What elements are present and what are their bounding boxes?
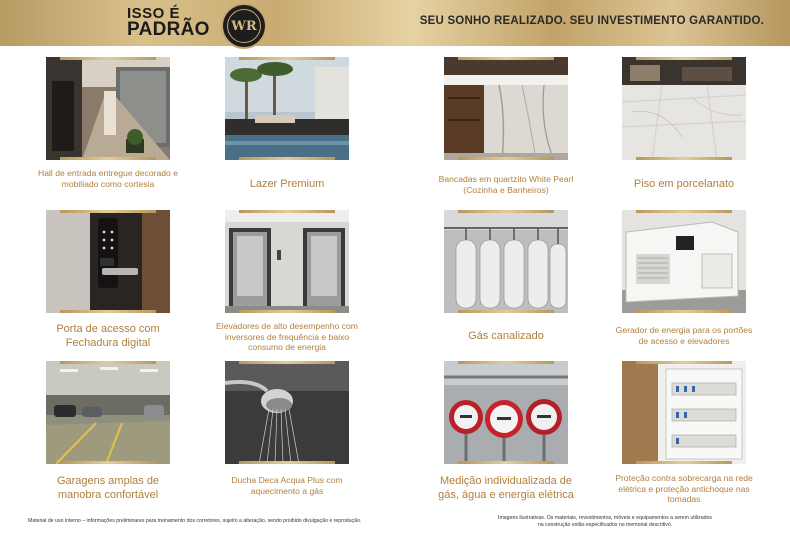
porcelain-floor-photo <box>622 57 746 160</box>
title-line-2: PADRÃO <box>127 19 210 40</box>
footer-right-line-2: na construção estão especificados no memorial descritivo. <box>537 521 673 528</box>
feature-caption: Proteção contra sobrecarga na rede elétrica e proteção antichoque nas tomadas <box>615 473 753 505</box>
feature-caption: Ducha Deca Acqua Plus com aquecimento a gás <box>231 475 343 496</box>
gas-cylinders-photo <box>444 210 568 313</box>
feature-caption: Bancadas em quartzito White Pearl (Cozinha e Banheiros) <box>438 174 574 195</box>
tagline: SEU SONHO REALIZADO. SEU INVESTIMENTO GARANTIDO. <box>419 15 764 27</box>
feature-caption: Elevadores de alto desempenho com inversores de frequência e baixo consumo de energia <box>216 321 358 353</box>
feature-caption: Gerador de energia para os portões de acesso e elevadores <box>615 325 753 346</box>
generator-photo <box>622 210 746 313</box>
feature-caption: Garagens amplas de manobra confortável <box>56 475 160 501</box>
feature-card-piso <box>622 57 746 190</box>
feature-caption: Porta de acesso com Fechadura digital <box>56 323 160 349</box>
feature-card-elevadores <box>216 210 358 353</box>
feature-card-porta <box>46 210 170 349</box>
lobby-photo <box>46 57 170 160</box>
brand-logo <box>221 3 267 49</box>
feature-card-bancadas <box>438 57 574 195</box>
digital-lock-photo <box>46 210 170 313</box>
breaker-panel-photo <box>622 361 746 464</box>
feature-caption: Lazer Premium <box>249 178 325 190</box>
footer-right-line-1: Imagens ilustrativas. Os materiais, revestimentos, móveis e equipamentos a serem utilizados <box>498 515 712 521</box>
footer-disclaimer-left: Material de uso interno – informações preliminares para treinamento dos corretores, sujeito a alteração, sendo proibido divulgação e reprodução. <box>28 518 362 524</box>
meters-photo <box>444 361 568 464</box>
feature-card-gerador <box>615 210 753 346</box>
feature-card-garagens <box>46 361 170 501</box>
feature-caption: Gás canalizado <box>468 330 544 342</box>
elevator-photo <box>225 210 349 313</box>
page-title <box>127 6 217 38</box>
shower-photo <box>225 361 349 464</box>
footer-disclaimer-right <box>470 515 740 529</box>
feature-card-protecao <box>615 361 753 505</box>
countertop-photo <box>444 57 568 160</box>
feature-card-hall <box>38 57 178 189</box>
pool-photo <box>225 57 349 160</box>
garage-photo <box>46 361 170 464</box>
feature-caption: Piso em porcelanato <box>633 178 735 190</box>
feature-caption: Hall de entrada entregue decorado e mobiliado como cortesia <box>38 168 178 189</box>
title-line-1: ISSO É <box>127 5 181 22</box>
logo-monogram: WR <box>227 9 261 43</box>
feature-card-medicao <box>438 361 574 501</box>
header-banner <box>0 0 790 46</box>
feature-card-gas <box>444 210 568 342</box>
feature-card-lazer <box>225 57 349 190</box>
feature-caption: Medição individualizada de gás, água e energia elétrica <box>438 475 574 501</box>
feature-card-ducha <box>225 361 349 496</box>
